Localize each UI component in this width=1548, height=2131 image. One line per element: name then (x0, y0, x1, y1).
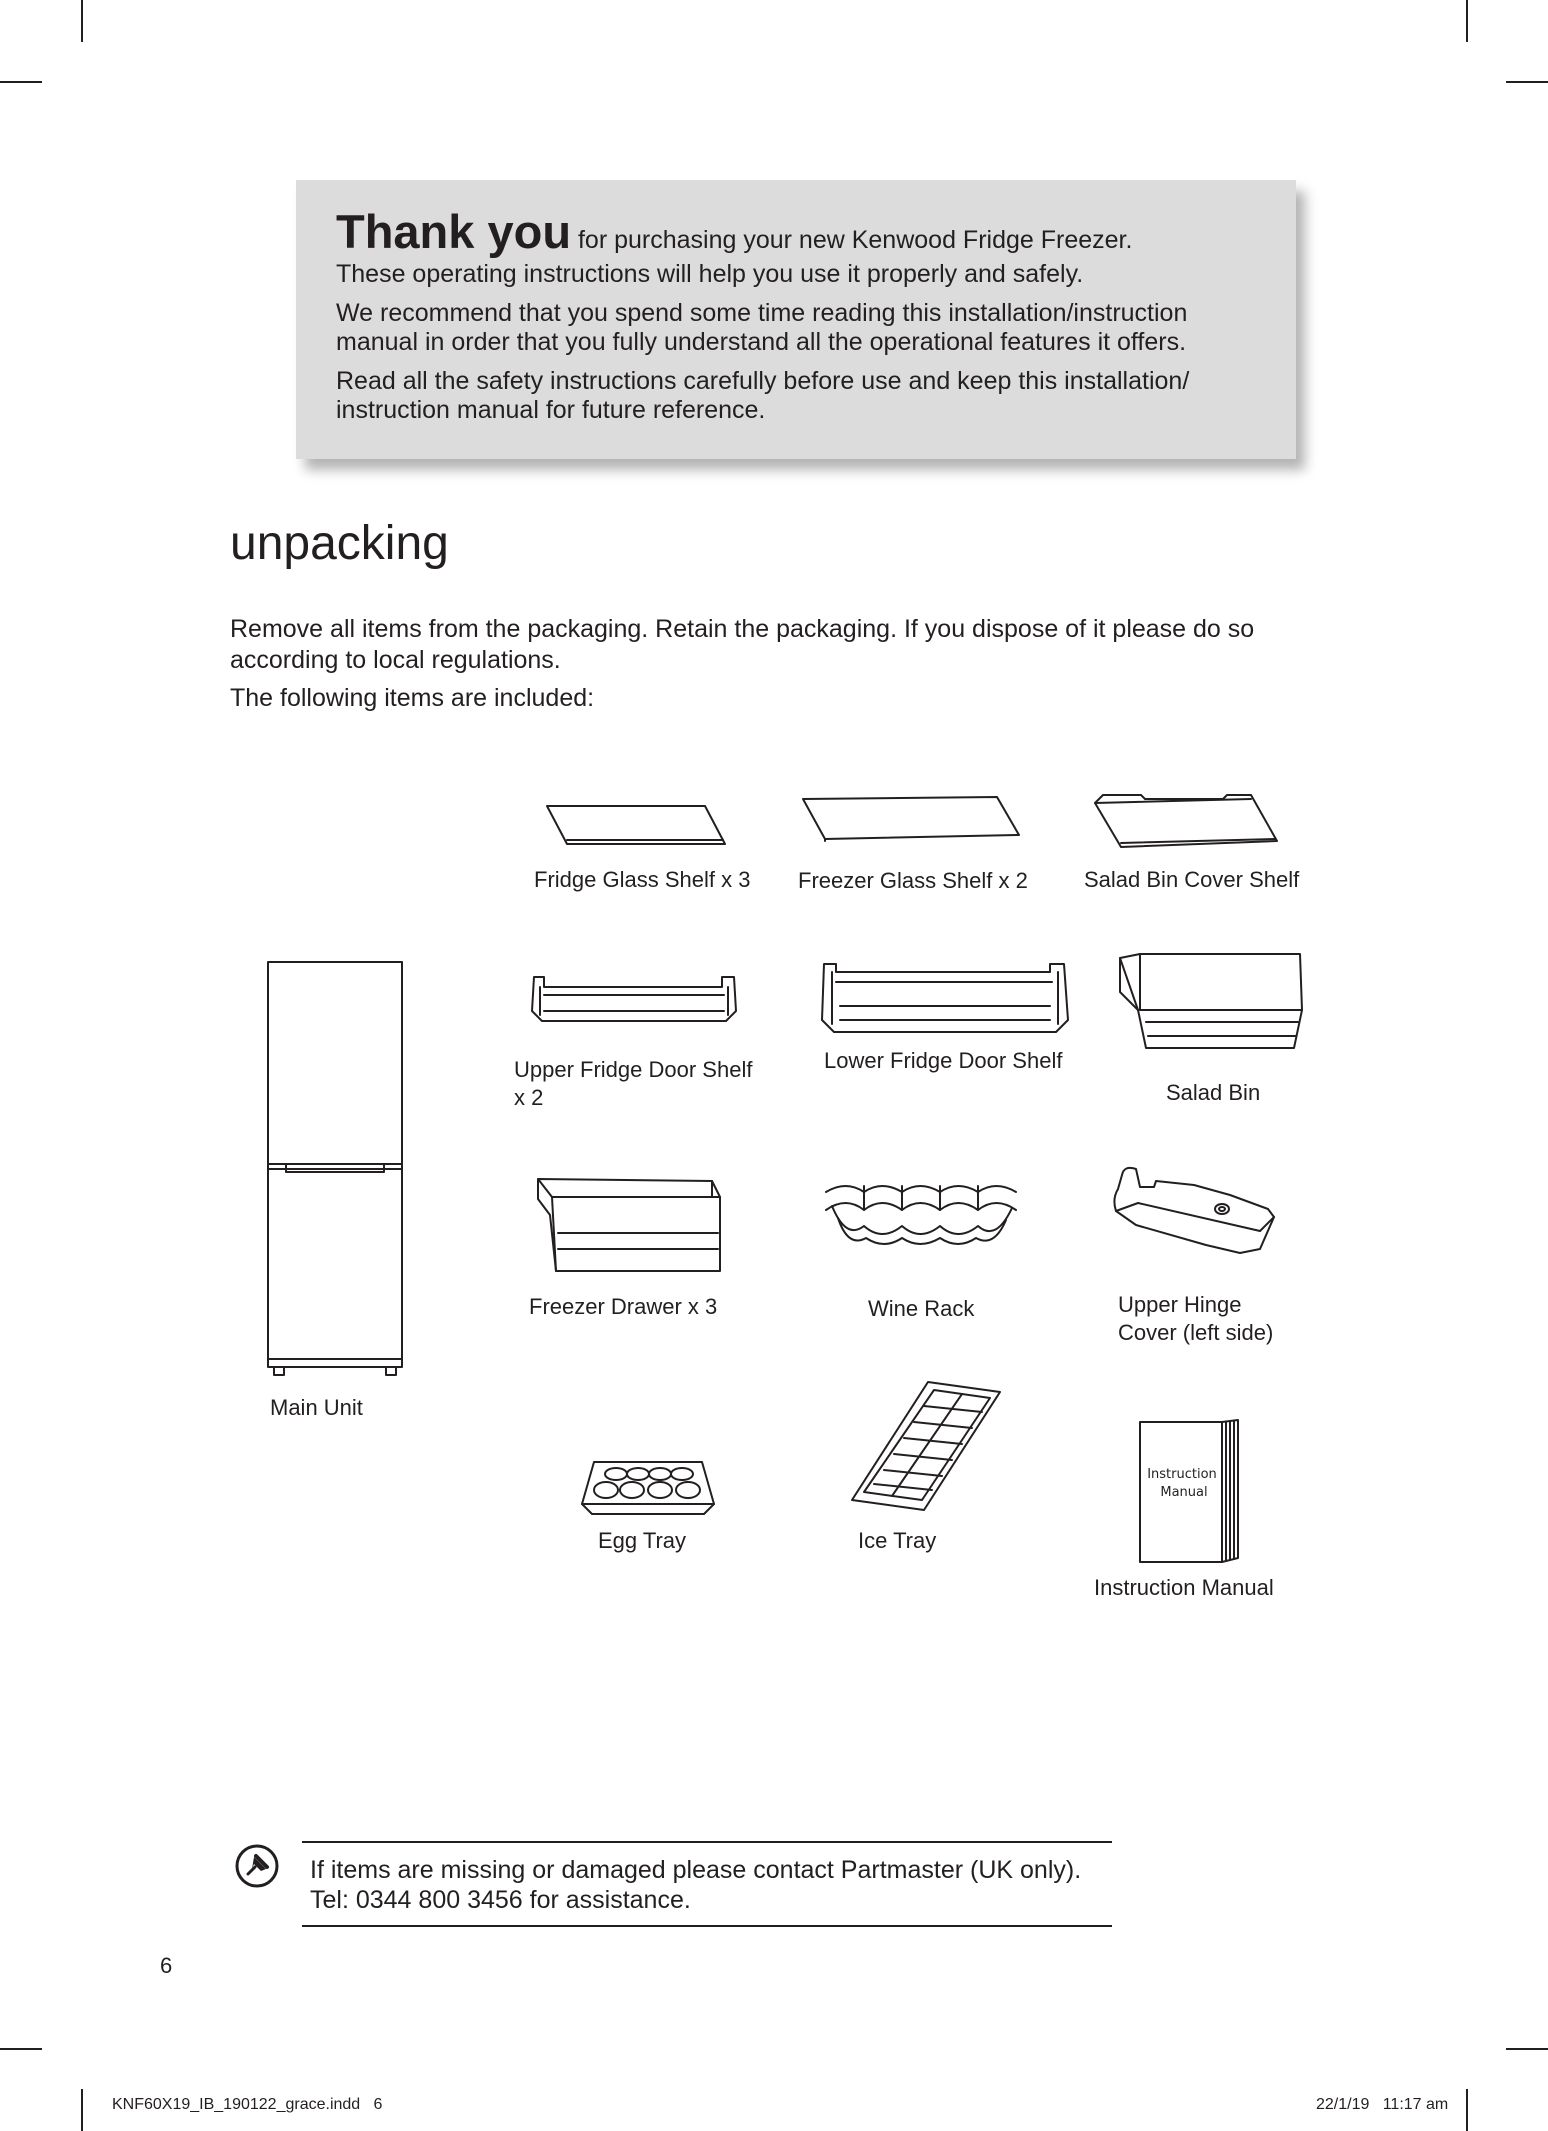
freezer-drawer-illustration (536, 1175, 722, 1275)
notice-rule-top (302, 1841, 1112, 1843)
thank-you-paragraph: Read all the safety instructions carefully before use and keep this installation/ instruction manual for future reference. (336, 366, 1190, 424)
upper-hinge-cover-illustration (1110, 1165, 1276, 1257)
item-label-instruction-manual: Instruction Manual (1094, 1575, 1274, 1600)
wine-rack-illustration (824, 1180, 1020, 1250)
manual-cover-subtitle: Manual (1160, 1485, 1208, 1500)
thank-you-paragraph: These operating instructions will help you use it properly and safely. (336, 260, 1084, 288)
item-label-freezer-glass-shelf: Freezer Glass Shelf x 2 (798, 868, 1028, 893)
item-label-fridge-glass-shelf: Fridge Glass Shelf x 3 (534, 867, 751, 892)
notice-line: Tel: 0344 800 3456 for assistance. (310, 1886, 691, 1914)
section-title: unpacking (230, 517, 449, 570)
footer-date: 22/1/19 11:17 am (1316, 2096, 1449, 2113)
item-label-ice-tray: Ice Tray (858, 1528, 937, 1553)
thank-you-paragraph: We recommend that you spend some time reading this installation/instruction manual in order that you fully understand all the operational features it offers. (336, 298, 1188, 356)
lower-fridge-door-shelf-illustration (818, 960, 1072, 1034)
pin-icon (234, 1843, 280, 1889)
thank-you-intro (336, 206, 1256, 258)
thank-you-heading-rest: for purchasing your new Kenwood Fridge Freezer. (571, 226, 1133, 254)
freezer-glass-shelf-illustration (801, 795, 1021, 845)
intro-paragraph: Remove all items from the packaging. Retain the packaging. If you dispose of it please do so according to local regulations. (230, 615, 1255, 674)
ice-tray-illustration (850, 1380, 1002, 1512)
unpacking-intro (230, 614, 1310, 721)
notice-text (310, 1855, 1081, 1915)
crop-mark (1466, 2089, 1468, 2131)
manual-cover-title: Instruction (1147, 1467, 1217, 1482)
notice-rule-bottom (302, 1925, 1112, 1927)
page-number: 6 (160, 1953, 173, 1978)
instruction-manual-illustration (1138, 1418, 1240, 1566)
notice-line: If items are missing or damaged please contact Partmaster (UK only). (310, 1856, 1082, 1884)
item-label-wine-rack: Wine Rack (868, 1296, 975, 1321)
crop-mark (1506, 2048, 1548, 2050)
crop-mark (81, 0, 83, 42)
salad-bin-illustration (1116, 952, 1304, 1052)
crop-mark (1466, 0, 1468, 42)
fridge-glass-shelf-illustration (545, 802, 727, 848)
item-label-salad-bin: Salad Bin (1166, 1080, 1261, 1105)
intro-paragraph: The following items are included: (230, 684, 595, 712)
crop-mark (81, 2089, 83, 2131)
footer-file-info: KNF60X19_IB_190122_grace.indd 6 (112, 2096, 383, 2113)
thank-you-box (296, 180, 1296, 459)
crop-mark (0, 81, 42, 83)
item-label-lower-fridge-door-shelf: Lower Fridge Door Shelf (824, 1048, 1063, 1073)
main-unit-illustration (266, 960, 406, 1380)
item-label-salad-bin-cover-shelf: Salad Bin Cover Shelf (1084, 867, 1300, 892)
item-label-upper-hinge-cover: Upper Hinge (1118, 1292, 1242, 1317)
crop-mark (0, 2048, 42, 2050)
egg-tray-illustration (580, 1460, 716, 1518)
crop-mark (1506, 81, 1548, 83)
thank-you-heading: Thank you (336, 205, 572, 258)
upper-fridge-door-shelf-illustration (530, 975, 740, 1025)
item-label-egg-tray: Egg Tray (598, 1528, 687, 1553)
item-label-upper-fridge-door-shelf: Upper Fridge Door Shelf (514, 1057, 753, 1082)
item-label-main-unit: Main Unit (270, 1395, 363, 1420)
item-label-upper-fridge-door-shelf-qty: x 2 (514, 1085, 544, 1110)
item-label-freezer-drawer: Freezer Drawer x 3 (529, 1294, 718, 1319)
item-label-upper-hinge-cover-side: Cover (left side) (1118, 1320, 1274, 1345)
salad-bin-cover-shelf-illustration (1093, 791, 1279, 849)
